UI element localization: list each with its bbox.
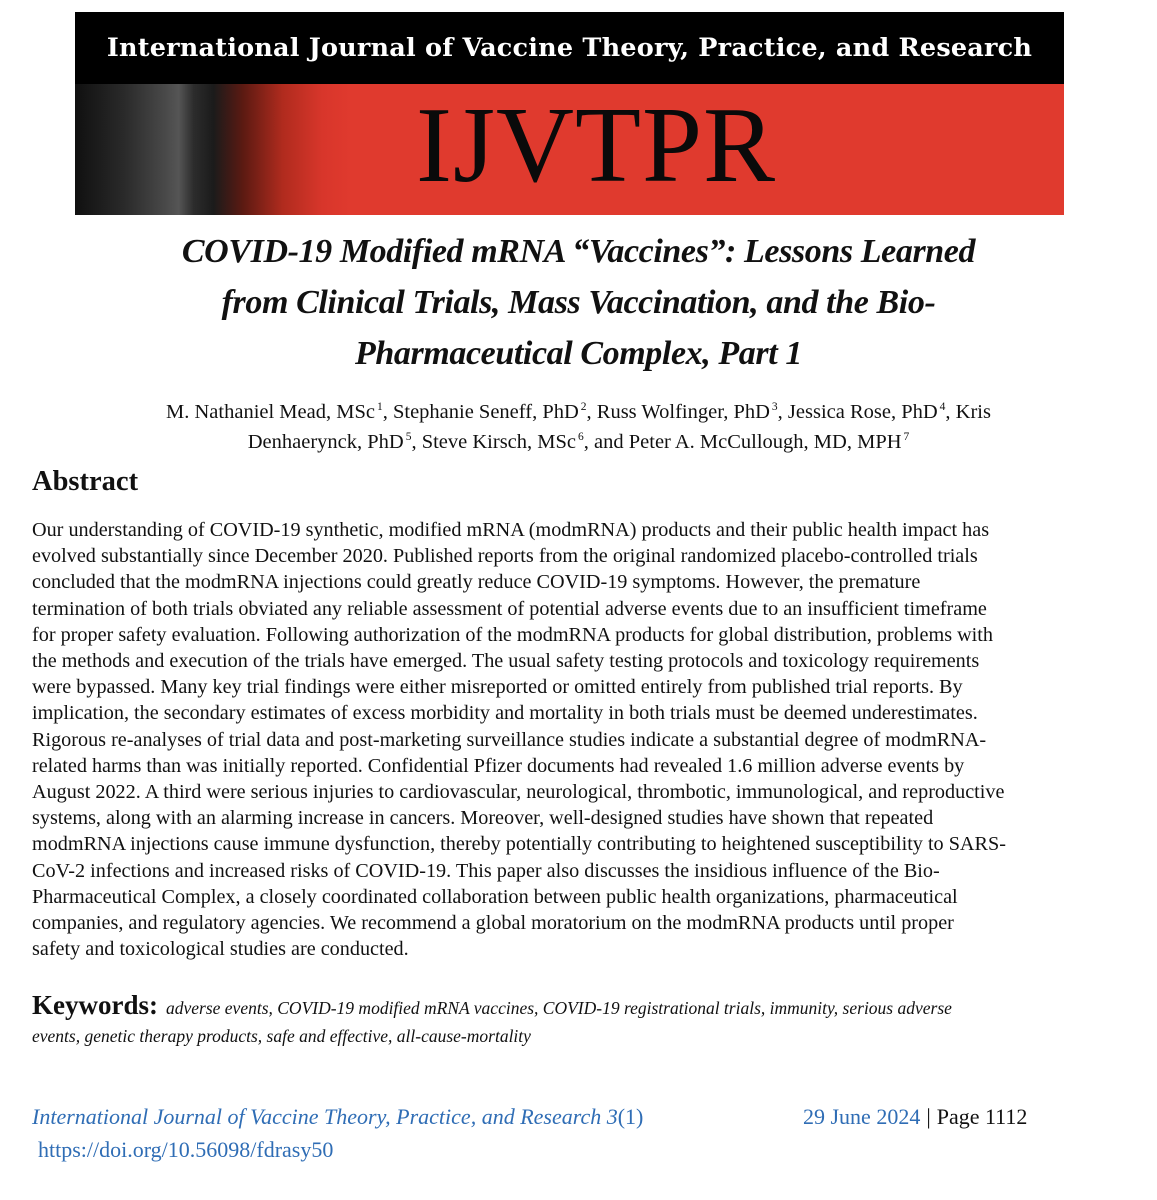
abstract-body: [32, 517, 1137, 962]
keywords-text: adverse events, COVID-19 modified mRNA vaccines, COVID-19 registrational trials, immunity, serious adverse: [165, 998, 952, 1018]
banner-bottom-bar: [75, 84, 1064, 215]
abstract-line: companies, and regulatory agencies. We recommend a global moratorium on the modmRNA products until proper: [32, 912, 954, 935]
author-separator: ,: [382, 401, 393, 423]
abstract-heading: Abstract: [32, 466, 139, 497]
keywords-section: [32, 990, 1132, 1053]
abstract-line: for proper safety evaluation. Following authorization of the modmRNA products for global distribution, problems with: [32, 623, 993, 646]
author-list: [40, 397, 1117, 457]
abstract-line: evolved substantially since December 2020. Published reports from the original randomized placebo-controlled trials: [32, 545, 978, 568]
author-separator: ,: [411, 431, 422, 453]
title-line: COVID-19 Modified mRNA “Vaccines”: Lessons Learned: [181, 233, 976, 270]
abstract-line: related harms than was initially reported. Confidential Pfizer documents had revealed 1.6 million adverse events by: [32, 754, 965, 777]
abstract-line: August 2022. A third were serious injuries to cardiovascular, neurological, thrombotic, immunological, and reproductive: [32, 781, 1005, 804]
author-name: Denhaerynck, PhD: [247, 431, 404, 453]
author-name: M. Nathaniel Mead, MSc: [166, 401, 375, 423]
author-affiliation-number: 6: [578, 431, 584, 443]
abstract-line: were bypassed. Many key trial findings were either misreported or omitted entirely from published trial reports. By: [32, 676, 963, 699]
abstract-line: the methods and execution of the trials have emerged. The usual safety testing protocols and toxicology requirements: [32, 650, 980, 673]
banner-top-bar: [75, 12, 1064, 84]
author-line-2: [40, 427, 1117, 457]
author-name: Peter A. McCullough, MD, MPH: [628, 431, 902, 453]
abstract-line: Pharmaceutical Complex, a closely coordinated collaboration between public health organizations, pharmaceutical: [32, 885, 958, 908]
title-line: from Clinical Trials, Mass Vaccination, and the Bio-: [221, 284, 936, 321]
author-separator: , and: [583, 431, 629, 453]
author-affiliation-number: 5: [405, 431, 412, 443]
footer-meta: [803, 1104, 1027, 1130]
abstract-line: modmRNA injections cause immune dysfunction, thereby potentially contributing to heightened susceptibility to SARS-: [32, 833, 1006, 856]
author-name: Stephanie Seneff, PhD: [392, 401, 579, 423]
article-title: [30, 226, 1127, 379]
abstract-line: concluded that the modmRNA injections could greatly reduce COVID-19 symptoms. However, the premature: [32, 571, 921, 594]
footer-journal-link[interactable]: [32, 1104, 643, 1130]
author-name: Jessica Rose, PhD: [787, 401, 938, 423]
publication-date: 29 June 2024: [803, 1104, 921, 1129]
author-line-1: [40, 397, 1117, 427]
abstract-line: CoV-2 infections and increased risks of COVID-19. This paper also discusses the insidious influence of the Bio-: [32, 859, 940, 882]
author-affiliation-number: 4: [939, 401, 946, 413]
abstract-line: Rigorous re-analyses of trial data and post-marketing surveillance studies indicate a substantial degree of modmRNA-: [32, 728, 987, 751]
abstract-line: Our understanding of COVID-19 synthetic, modified mRNA (modmRNA) products and their public health impact has: [32, 519, 990, 541]
journal-name: International Journal of Vaccine Theory, Practice, and Research: [106, 33, 1033, 63]
abstract-line: systems, along with an alarming increase in cancers. Moreover, well-designed studies have shown that repeated: [32, 807, 934, 830]
footer-journal-name[interactable]: International Journal of Vaccine Theory, Practice, and Research 3: [32, 1104, 618, 1129]
page-number: Page 1112: [936, 1104, 1028, 1129]
author-separator: , Kris: [945, 401, 991, 423]
journal-acronym: IJVTPR: [416, 86, 777, 205]
author-name: Russ Wolfinger, PhD: [596, 401, 770, 423]
author-affiliation-number: 1: [376, 401, 383, 413]
journal-banner: [75, 12, 1064, 215]
author-separator: ,: [777, 401, 788, 423]
author-affiliation-number: 7: [903, 431, 910, 443]
abstract-line: implication, the secondary estimates of excess morbidity and mortality in both trials must be deemed underestimates.: [32, 702, 978, 725]
title-line: Pharmaceutical Complex, Part 1: [355, 335, 802, 372]
author-separator: ,: [586, 401, 597, 423]
doi-link[interactable]: https://doi.org/10.56098/fdrasy50: [38, 1137, 334, 1162]
keywords-heading: Keywords:: [32, 990, 158, 1020]
author-affiliation-number: 2: [580, 401, 587, 413]
keywords-text: events, genetic therapy products, safe and effective, all-cause-mortality: [32, 1026, 531, 1046]
author-affiliation-number: 3: [771, 401, 778, 413]
footer-issue[interactable]: (1): [617, 1104, 644, 1129]
abstract-line: termination of both trials obviated any reliable assessment of potential adverse events due to an insufficient timeframe: [32, 597, 987, 620]
footer-separator: |: [926, 1104, 931, 1129]
abstract-line: safety and toxicological studies are conducted.: [32, 938, 409, 961]
author-name: Steve Kirsch, MSc: [421, 431, 577, 453]
